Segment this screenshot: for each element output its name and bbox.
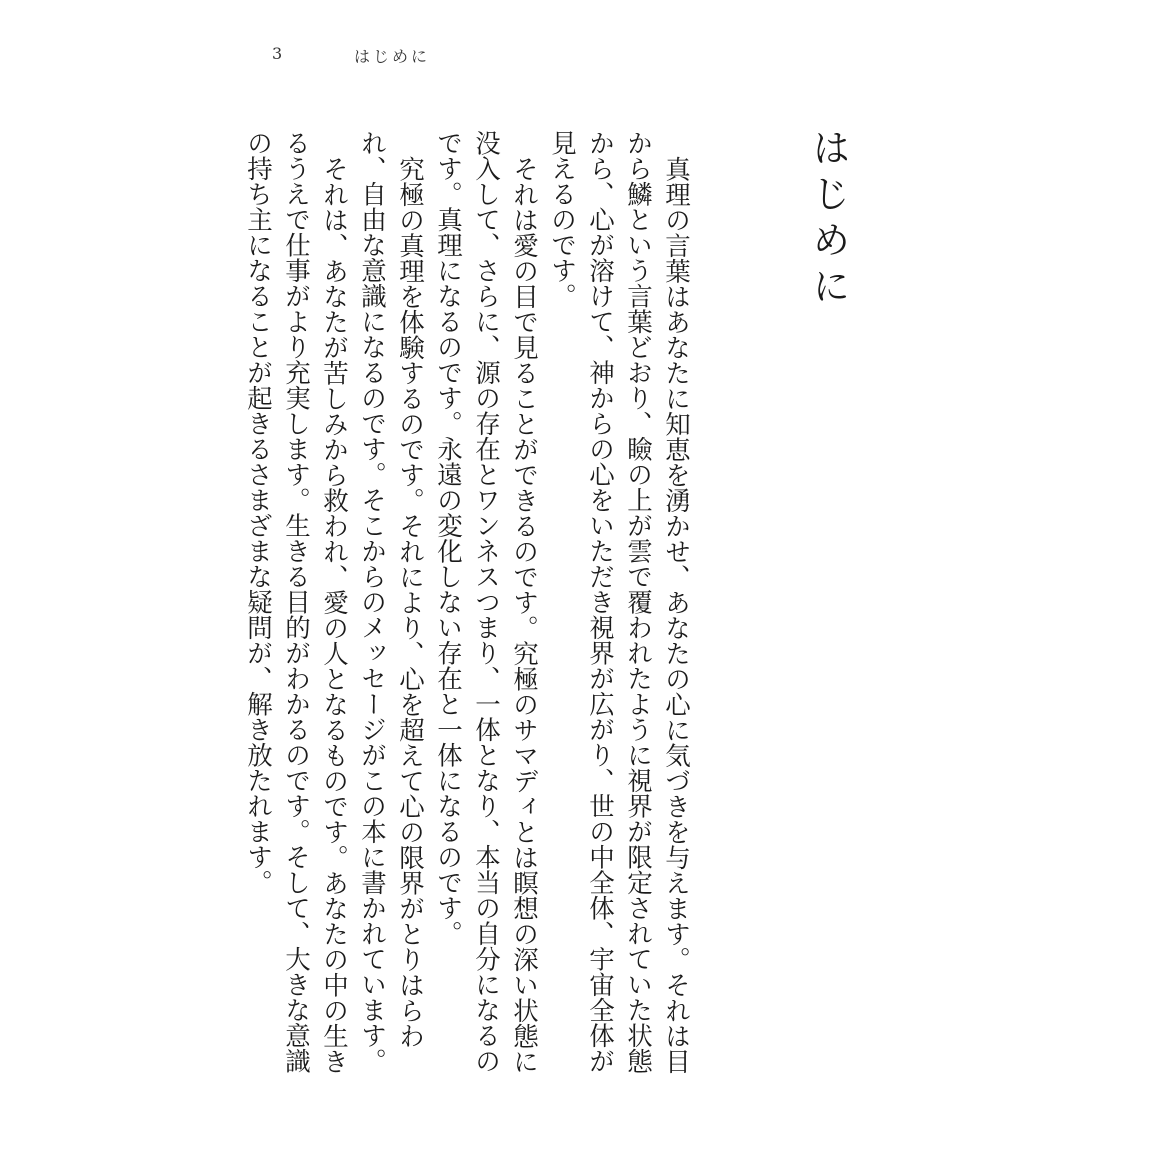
- page-number: 3: [272, 44, 286, 63]
- paragraph: 真理の言葉はあなたに知恵を湧かせ、あなたの心に気づきを与えます。それは目から鱗という言葉どおり、瞼の上が雲で覆われたように視界が限定されていた状態から、心が溶けて、神からの心をいただき視界が広がり、世の中全体、宇宙全体が見えるのです。: [547, 130, 691, 1074]
- paragraph: それは愛の目で見ることができるのです。究極のサマディとは瞑想の深い状態に没入して、さらに、源の存在とワンネスつまり、一体となり、本当の自分になるのです。真理になるのです。永遠の変化しない存在と一体になるのです。: [433, 130, 539, 1074]
- paragraph: それは、あなたが苦しみから救われ、愛の人となるものです。あなたの中の生きるうえで仕事がより充実します。生きる目的がわかるのです。そして、大きな意識の持ち主になることが起きるさまざまな疑問が、解き放たれます。: [243, 130, 349, 1074]
- chapter-title: はじめに: [806, 128, 850, 312]
- paragraph: 究極の真理を体験するのです。それにより、心を超えて心の限界がとりはらわれ、自由な意識になるのです。そこからのメッセージがこの本に書かれています。: [357, 130, 425, 1074]
- body-text: [243, 130, 695, 1090]
- running-head: はじめに: [354, 47, 431, 66]
